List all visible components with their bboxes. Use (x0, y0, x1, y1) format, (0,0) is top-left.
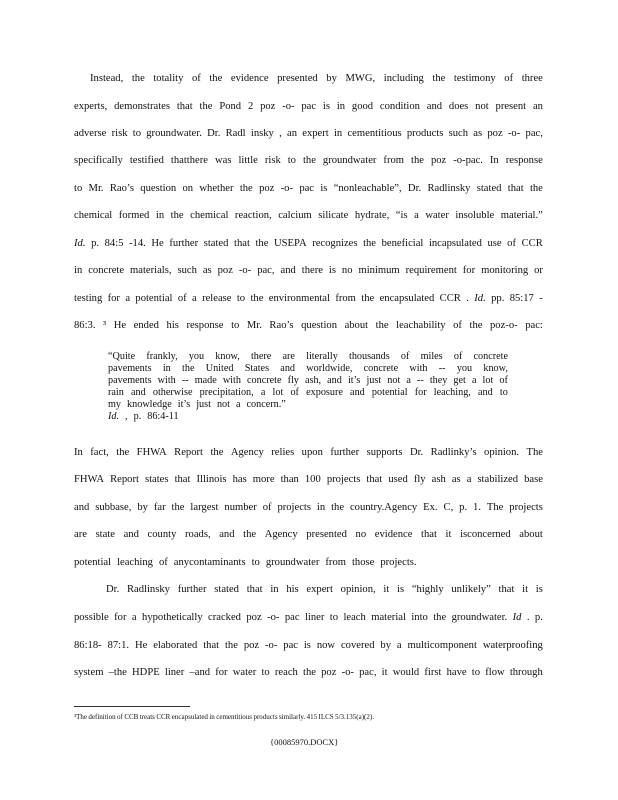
text-line: chemical formed in the chemical reaction, calcium silicate hydrate, “is a water insoluble material.” (74, 210, 543, 221)
footnote-rule (74, 706, 190, 707)
text-line: 86:18- 87:1. He elaborated that the poz -o- pac is now covered by a multicomponent waterproofing (74, 640, 543, 651)
text-line: potential leaching of anycontaminants to groundwater from those projects. (74, 557, 417, 568)
quote-line: Id. , p. 86:4-11 (108, 411, 179, 422)
quote-line: pavements with -- made with concrete fly ash, and it’s just not a -- they get a lot of (108, 375, 508, 386)
text-line: possible for a hypothetically cracked poz -o- pac liner to leach material into the groundwater. Id . p. (74, 612, 543, 623)
text-line: In fact, the FHWA Report the Agency relies upon further supports Dr. Radlinky’s opinion. The (74, 447, 543, 458)
document-number: {00085970.DOCX} (270, 737, 339, 747)
text-line: Dr. Radlinsky further stated that in his expert opinion, it is “highly unlikely” that it is (106, 584, 543, 595)
block-quote (108, 351, 508, 423)
text-line: Instead, the totality of the evidence presented by MWG, including the testimony of three (90, 73, 543, 84)
text-line: in concrete materials, such as poz -o- pac, and there is no minimum requirement for monitoring or (74, 265, 543, 276)
text-line: adverse risk to groundwater. Dr. Radl insky , an expert in cementitious products such as poz -o- pac, (74, 128, 543, 139)
text-line: Id. p. 84:5 -14. He further stated that the USEPA recognizes the beneficial incapsulated use of CCR (74, 238, 543, 249)
text-line: testing for a potential of a release to the environmental from the encapsulated CCR . Id. pp. 85:17 - (74, 293, 543, 304)
text-line: system –the HDPE liner –and for water to reach the poz -o- pac, it would first have to flow through (74, 667, 543, 678)
quote-line: rain and otherwise precipitation, a lot of exposure and potential for leaching, and to (108, 387, 508, 398)
quote-line: my knowledge it’s just not a concern.” (108, 399, 286, 410)
text-line: are state and county roads, and the Agency presented no evidence that it isconcerned about (74, 529, 543, 540)
text-line: 86:3. ³ He ended his response to Mr. Rao’s question about the leachability of the poz-o- pac: (74, 320, 543, 331)
text-line: and subbase, by far the largest number of projects in the country.Agency Ex. C, p. 1. The projects (74, 502, 543, 513)
text-line: to Mr. Rao’s question on whether the poz -o- pac is “nonleachable”, Dr. Radlinsky stated that the (74, 183, 543, 194)
text-line: specifically testified thatthere was little risk to the groundwater from the poz -o-pac. In response (74, 155, 543, 166)
quote-line: “Quite frankly, you know, there are literally thousands of miles of concrete (108, 351, 508, 362)
quote-line: pavements in the United States and worldwide, concrete with -- you know, (108, 363, 508, 374)
footnote: ³The definition of CCB treats CCR encapsulated in cementitious products similarly. 415 ILCS 5/3.135(a)(2). (74, 713, 374, 721)
text-line: FHWA Report states that Illinois has more than 100 projects that used fly ash as a stabilized base (74, 474, 543, 485)
text-line: experts, demonstrates that the Pond 2 poz -o- pac is in good condition and does not present an (74, 101, 543, 112)
